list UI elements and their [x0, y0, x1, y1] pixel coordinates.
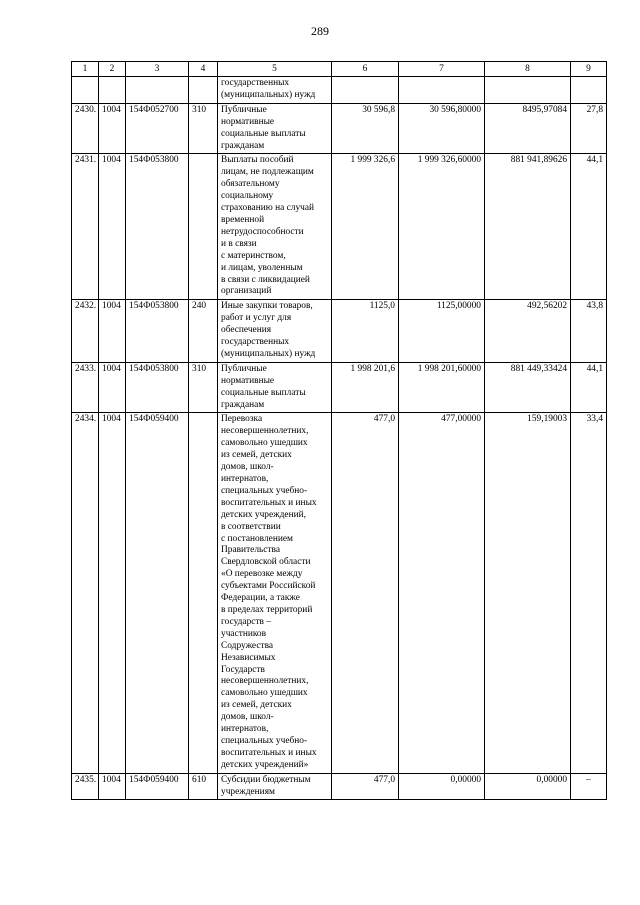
cell-expense-type: 310 — [189, 362, 218, 413]
cell-description: Перевозка несовершеннолетних, самовольно ушедших из семей, детских домов, школ- интернатов, специальных учебно- воспитательных и иных детских учреждений, в соответствии с постановлением Правительства Свердловской области «О перевозке между субъектами Российской Федерации, а также в пределах территорий государств – участников Содружества Независимых Государств несовершеннолетних, самовольно ушедших из семей, детских домов, школ- интернатов, специальных учебно- воспитательных и иных детских учреждений» — [218, 413, 332, 773]
budget-table — [71, 61, 607, 800]
cell-row-number: 2431. — [72, 154, 99, 300]
cell-empty — [99, 77, 126, 104]
cell-executed-amount: 881 941,89626 — [485, 154, 571, 300]
cell-row-number: 2434. — [72, 413, 99, 773]
cell-planned-amount: 477,0 — [332, 413, 399, 773]
header-col-3: 3 — [126, 62, 189, 77]
cell-percent: 27,8 — [571, 103, 607, 154]
header-col-5: 5 — [218, 62, 332, 77]
table-row — [72, 154, 607, 300]
cell-expense-type: 610 — [189, 773, 218, 800]
cell-target-code: 154Ф053800 — [126, 362, 189, 413]
cell-section-code: 1004 — [99, 103, 126, 154]
cell-executed-amount: 881 449,33424 — [485, 362, 571, 413]
table-row — [72, 103, 607, 154]
cell-description: Иные закупки товаров, работ и услуг для обеспечения государственных (муниципальных) нужд — [218, 300, 332, 363]
cell-target-code: 154Ф059400 — [126, 413, 189, 773]
cell-target-code: 154Ф053800 — [126, 300, 189, 363]
header-col-8: 8 — [485, 62, 571, 77]
header-col-2: 2 — [99, 62, 126, 77]
header-col-4: 4 — [189, 62, 218, 77]
cell-percent: 33,4 — [571, 413, 607, 773]
cell-adjusted-amount: 477,00000 — [399, 413, 485, 773]
cell-empty — [485, 77, 571, 104]
cell-expense-type — [189, 413, 218, 773]
cell-empty — [189, 77, 218, 104]
header-col-6: 6 — [332, 62, 399, 77]
cell-adjusted-amount: 1 999 326,60000 — [399, 154, 485, 300]
cell-description: Публичные нормативные социальные выплаты гражданам — [218, 103, 332, 154]
cell-description: государственных (муниципальных) нужд — [218, 77, 332, 104]
cell-expense-type: 240 — [189, 300, 218, 363]
cell-empty — [126, 77, 189, 104]
cell-description: Субсидии бюджетным учреждениям — [218, 773, 332, 800]
cell-empty — [332, 77, 399, 104]
cell-section-code: 1004 — [99, 773, 126, 800]
cell-row-number: 2433. — [72, 362, 99, 413]
cell-percent: 44,1 — [571, 362, 607, 413]
cell-empty — [399, 77, 485, 104]
cell-target-code: 154Ф059400 — [126, 773, 189, 800]
table-row — [72, 362, 607, 413]
table-row — [72, 413, 607, 773]
cell-adjusted-amount: 30 596,80000 — [399, 103, 485, 154]
cell-planned-amount: 1 999 326,6 — [332, 154, 399, 300]
cell-empty — [72, 77, 99, 104]
table-header-row — [72, 62, 607, 77]
table-row-continuation — [72, 77, 607, 104]
cell-percent: – — [571, 773, 607, 800]
cell-section-code: 1004 — [99, 154, 126, 300]
cell-expense-type: 310 — [189, 103, 218, 154]
cell-executed-amount: 8495,97084 — [485, 103, 571, 154]
cell-adjusted-amount: 1 998 201,60000 — [399, 362, 485, 413]
cell-planned-amount: 30 596,8 — [332, 103, 399, 154]
cell-adjusted-amount: 1125,00000 — [399, 300, 485, 363]
cell-percent: 43,8 — [571, 300, 607, 363]
cell-description: Выплаты пособий лицам, не подлежащим обязательному социальному страхованию на случай временной нетрудоспособности и в связи с материнством, и лицам, уволенным в связи с ликвидацией организаций — [218, 154, 332, 300]
cell-row-number: 2432. — [72, 300, 99, 363]
cell-target-code: 154Ф053800 — [126, 154, 189, 300]
cell-executed-amount: 492,56202 — [485, 300, 571, 363]
table-row — [72, 300, 607, 363]
cell-target-code: 154Ф052700 — [126, 103, 189, 154]
cell-executed-amount: 0,00000 — [485, 773, 571, 800]
header-col-7: 7 — [399, 62, 485, 77]
table-row — [72, 773, 607, 800]
header-col-9: 9 — [571, 62, 607, 77]
cell-planned-amount: 477,0 — [332, 773, 399, 800]
page-number: 289 — [311, 24, 329, 38]
cell-planned-amount: 1125,0 — [332, 300, 399, 363]
cell-empty — [571, 77, 607, 104]
cell-adjusted-amount: 0,00000 — [399, 773, 485, 800]
cell-expense-type — [189, 154, 218, 300]
cell-row-number: 2435. — [72, 773, 99, 800]
cell-planned-amount: 1 998 201,6 — [332, 362, 399, 413]
cell-percent: 44,1 — [571, 154, 607, 300]
cell-section-code: 1004 — [99, 362, 126, 413]
cell-executed-amount: 159,19003 — [485, 413, 571, 773]
cell-section-code: 1004 — [99, 300, 126, 363]
cell-section-code: 1004 — [99, 413, 126, 773]
cell-description: Публичные нормативные социальные выплаты гражданам — [218, 362, 332, 413]
cell-row-number: 2430. — [72, 103, 99, 154]
header-col-1: 1 — [72, 62, 99, 77]
